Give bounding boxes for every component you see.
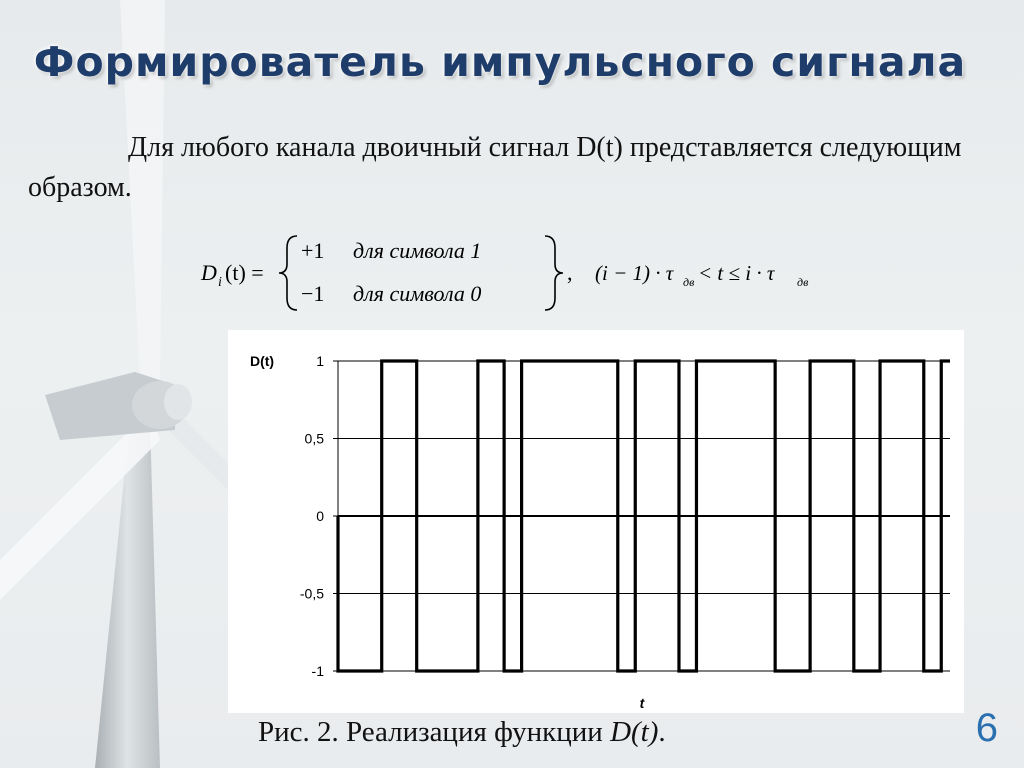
- condition-sub2: дв: [797, 275, 809, 289]
- y-tick-label: 0,5: [304, 430, 324, 447]
- formula-lhs-rest: (t) =: [225, 260, 264, 285]
- intro-paragraph: Для любого канала двоичный сигнал D(t) представляется следующим образом.: [28, 132, 962, 203]
- case2-value: −1: [301, 281, 325, 306]
- y-tick-label: 0: [316, 508, 324, 524]
- slide-title: Формирователь импульсного сигнала: [33, 38, 967, 86]
- condition-sub: дв: [683, 275, 695, 289]
- x-axis-label: t: [639, 695, 645, 711]
- page-number: 6: [975, 706, 998, 750]
- caption-suffix: .: [658, 716, 666, 748]
- caption-prefix: Рис. 2. Реализация функции: [258, 716, 611, 748]
- condition-left: (i − 1) · τ: [595, 261, 674, 285]
- chart-panel: [228, 330, 964, 713]
- case2-text: для символа 0: [353, 281, 482, 306]
- y-tick-label: -0,5: [299, 585, 324, 602]
- signal-chart: [228, 330, 964, 713]
- case1-text: для символа 1: [353, 238, 482, 263]
- figure-caption: [258, 716, 666, 749]
- y-tick-label: 1: [316, 353, 324, 369]
- left-brace: [279, 236, 297, 310]
- formula-lhs-symbol: D: [201, 260, 217, 285]
- formula-comma: ,: [567, 260, 573, 285]
- y-tick-label: -1: [311, 663, 324, 679]
- formula: [195, 228, 835, 318]
- formula-lhs-sub: i: [218, 275, 222, 290]
- right-brace: [545, 236, 563, 310]
- condition-mid: < t ≤ i · τ: [698, 261, 775, 285]
- y-ticks: [300, 353, 338, 679]
- caption-function: D(t): [610, 716, 659, 748]
- y-axis-label: D(t): [250, 353, 275, 369]
- case1-value: +1: [301, 238, 325, 263]
- grid: [338, 361, 950, 671]
